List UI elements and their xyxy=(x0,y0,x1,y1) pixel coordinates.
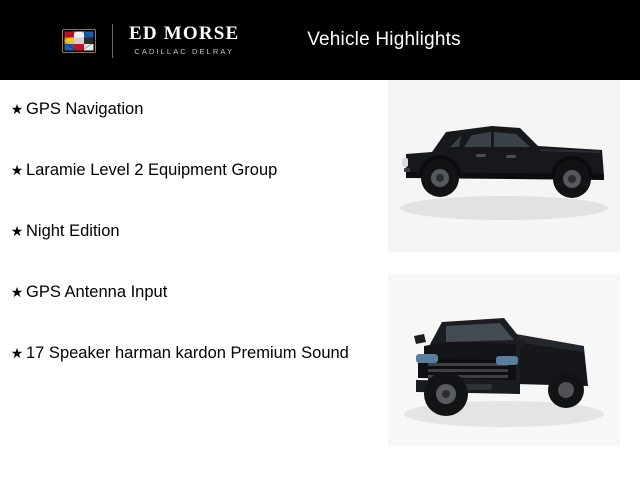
list-item xyxy=(0,159,380,181)
star-bullet-icon: ★ xyxy=(10,284,24,300)
list-item xyxy=(0,281,380,303)
feature-label: 17 Speaker harman kardon Premium Sound xyxy=(26,344,349,362)
list-item xyxy=(0,98,380,120)
feature-label: Night Edition xyxy=(26,222,120,240)
feature-label: GPS Navigation xyxy=(26,100,144,118)
vehicle-features-list xyxy=(0,80,380,364)
star-bullet-icon: ★ xyxy=(10,101,24,117)
list-item xyxy=(0,220,380,242)
vehicle-photo-front-three-quarter[interactable] xyxy=(388,274,620,446)
dealer-name: ED MORSE xyxy=(129,23,240,44)
page-header xyxy=(0,0,640,80)
page-content xyxy=(0,80,640,480)
vehicle-photo-side-profile[interactable] xyxy=(388,80,620,252)
feature-label: GPS Antenna Input xyxy=(26,283,168,301)
vehicle-photo-gallery xyxy=(388,80,620,446)
page-title: Vehicle Highlights xyxy=(307,29,461,50)
dealer-subtitle: CADILLAC DELRAY xyxy=(134,47,235,56)
star-bullet-icon: ★ xyxy=(10,162,24,178)
star-bullet-icon: ★ xyxy=(10,345,24,361)
feature-label: Laramie Level 2 Equipment Group xyxy=(26,161,278,179)
star-bullet-icon: ★ xyxy=(10,223,24,239)
list-item xyxy=(0,342,380,364)
